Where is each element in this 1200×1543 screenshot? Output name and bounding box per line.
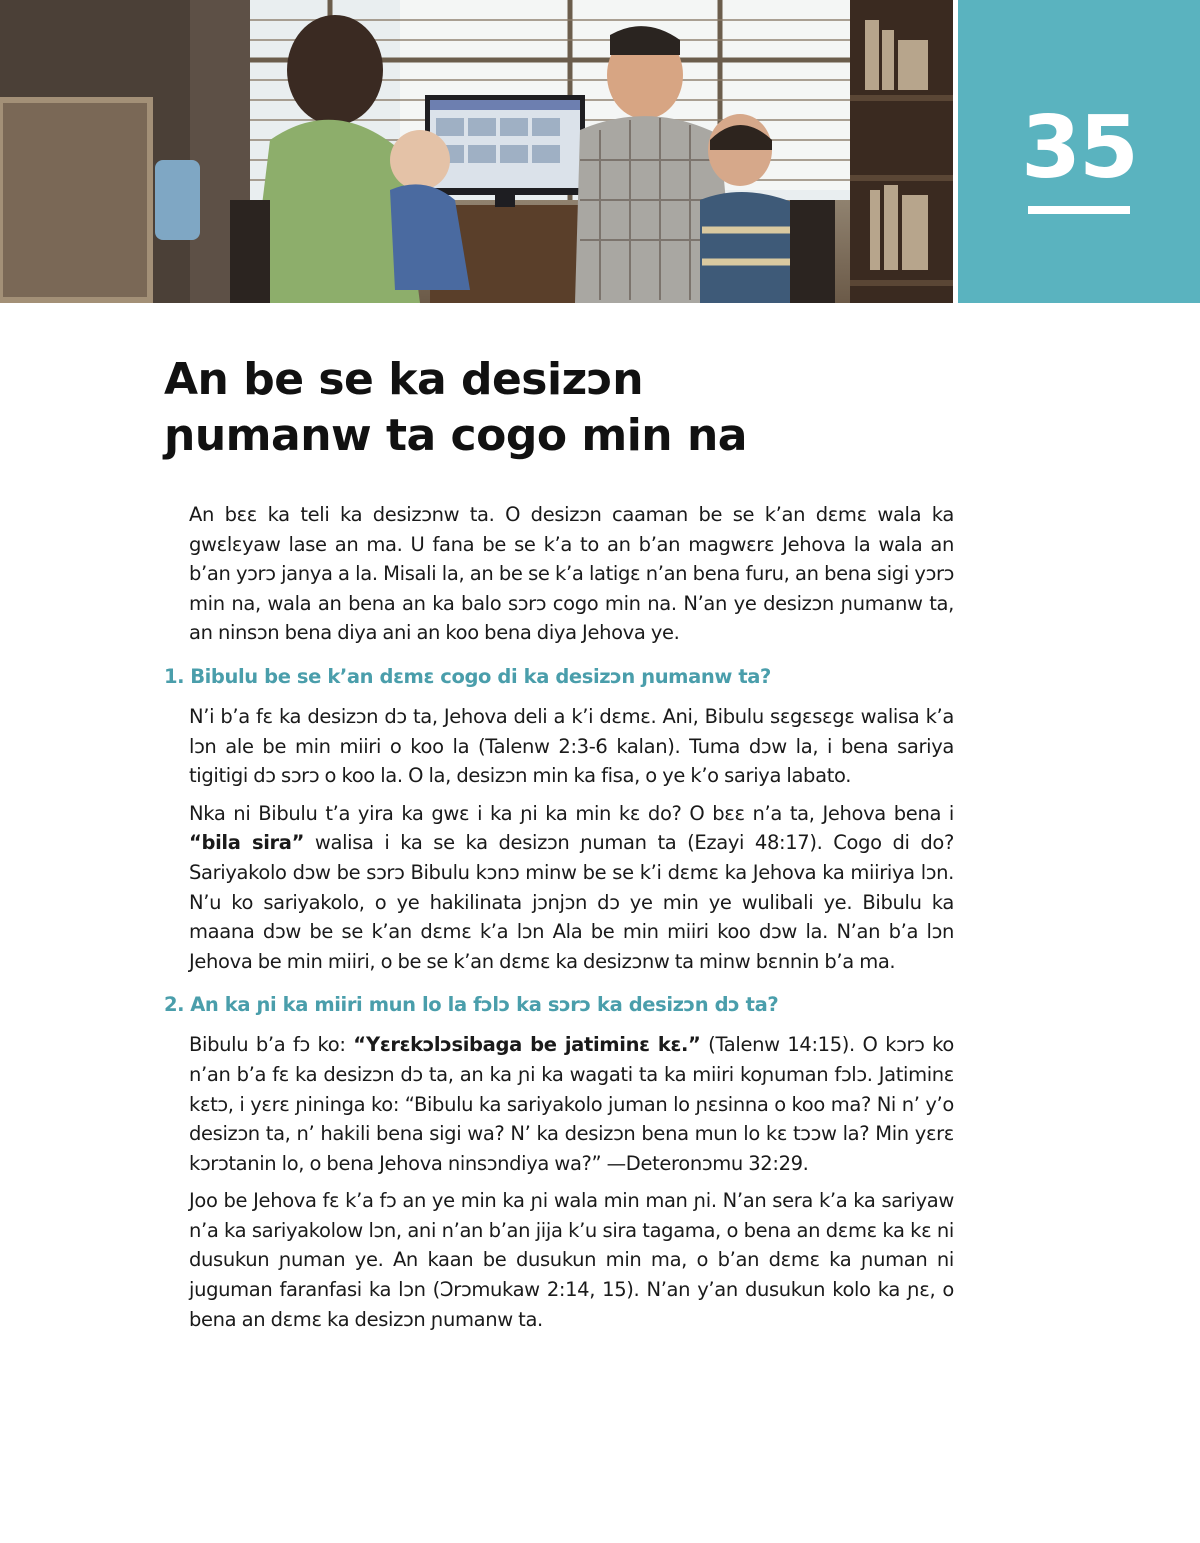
section-1-p2-bold: “bila sira”	[189, 831, 305, 855]
title-line-2: ɲumanw ta cogo min na	[164, 410, 747, 461]
section-1-p2-text-a: Nka ni Bibulu t’a yira ka gwɛ i ka ɲi ka min kɛ do? O bɛɛ n’a ta, Jehova bena i	[189, 801, 954, 825]
question-2	[164, 990, 954, 1020]
chapter-number-box	[958, 0, 1200, 303]
title-line-1: An be se ka desizɔn	[164, 354, 644, 405]
question-1-text: Bibulu be se k’an dɛmɛ cogo di ka desizɔn ɲumanw ta?	[190, 664, 771, 688]
section-1-paragraph-2	[189, 799, 954, 977]
section-2-paragraph-1	[189, 1030, 954, 1178]
section-2-p1-text-a: Bibulu b’a fɔ ko:	[189, 1033, 354, 1057]
intro-paragraph	[189, 500, 954, 648]
question-2-text: An ka ɲi ka miiri mun lo la fɔlɔ ka sɔrɔ ka desizɔn dɔ ta?	[190, 993, 779, 1017]
header-photo	[0, 0, 953, 303]
chapter-underline	[1028, 206, 1130, 214]
section-1-p1-text: N’i b’a fɛ ka desizɔn dɔ ta, Jehova deli a k’i dɛmɛ. Ani, Bibulu sɛgɛsɛgɛ walisa k’a lɔn ale be min miiri o koo la (Talenw 2:3-6 kalan). Tuma dɔw la, i bena sariya tigitigi dɔ sɔrɔ o koo la. O la, desizɔn min ka fisa, o ye k’o sariya labato.	[189, 704, 954, 788]
section-1-p2-text-b: walisa i ka se ka desizɔn ɲuman ta (Ezayi 48:17). Cogo di do? Sariyakolo dɔw be sɔrɔ Bibulu kɔnɔ minw be se k’i dɛmɛ ka Jehova ka miiriya lɔn. N’u ko sariyakolo, o ye hakilinata jɔnjɔn dɔ ye min ye wulibali ye. Bibulu ka maana dɔw be se k’an dɛmɛ k’a lɔn Ala be min miiri koo dɔw la. N’an b’a lɔn Jehova be min miiri, o be se k’an dɛmɛ ka desizɔnw ta minw bɛnnin b’a ma.	[189, 831, 955, 973]
article-body	[164, 500, 954, 1342]
question-1	[164, 662, 954, 692]
intro-text: An bɛɛ ka teli ka desizɔnw ta. O desizɔn caaman be se k’an dɛmɛ wala ka gwɛlɛyaw lase an ma. U fana be se k’a to an b’an magwɛrɛ Jehova la wala an b’an yɔrɔ janya a la. Misali la, an be se k’a latigɛ n’an bena furu, an bena sigi yɔrɔ min na, wala an bena an ka balo sɔrɔ cogo min na. N’an ye desizɔn ɲumanw ta, an ninsɔn bena diya ani an koo bena diya Jehova ye.	[189, 503, 954, 645]
section-2-p1-text-b: (Talenw 14:15). O kɔrɔ ko n’an b’a fɛ ka desizɔn dɔ ta, an ka ɲi ka wagati ta ka miiri koɲuman fɔlɔ. Jatiminɛ kɛtɔ, i yɛrɛ ɲininga ko: “Bibulu ka sariyakolo juman lo ɲɛsinna o koo ma? Ni n’ y’o desizɔn ta, n’ hakili bena sigi wa? N’ ka desizɔn bena mun lo kɛ tɔɔw la? Min yɛrɛ kɔrɔtanin lo, o bena Jehova ninsɔndiya wa?” —Deteronɔmu 32:29.	[189, 1033, 955, 1175]
family-at-computer-photo	[0, 0, 953, 303]
question-1-number: 1.	[164, 664, 185, 688]
section-2-paragraph-2	[189, 1186, 954, 1334]
chapter-number: 35	[1021, 98, 1137, 198]
section-1-paragraph-1	[189, 702, 954, 791]
section-2-p2-text: Joo be Jehova fɛ k’a fɔ an ye min ka ɲi wala min man ɲi. N’an sera k’a ka sariyaw n’a ka sariyakolow lɔn, ani n’an b’an jija k’u sira tagama, o bena an dɛmɛ ka kɛ ni dusukun ɲuman ye. An kaan be dusukun min ma, o b’an dɛmɛ ka ɲuman ni juguman faranfasi ka lɔn (Ɔrɔmukaw 2:14, 15). N’an y’an dusukun kolo ka ɲɛ, o bena an dɛmɛ ka desizɔn ɲumanw ta.	[189, 1189, 954, 1331]
section-2-p1-bold: “Yɛrɛkɔlɔsibaga be jatiminɛ kɛ.”	[353, 1033, 701, 1057]
page-title	[164, 352, 964, 464]
question-2-number: 2.	[164, 993, 185, 1017]
